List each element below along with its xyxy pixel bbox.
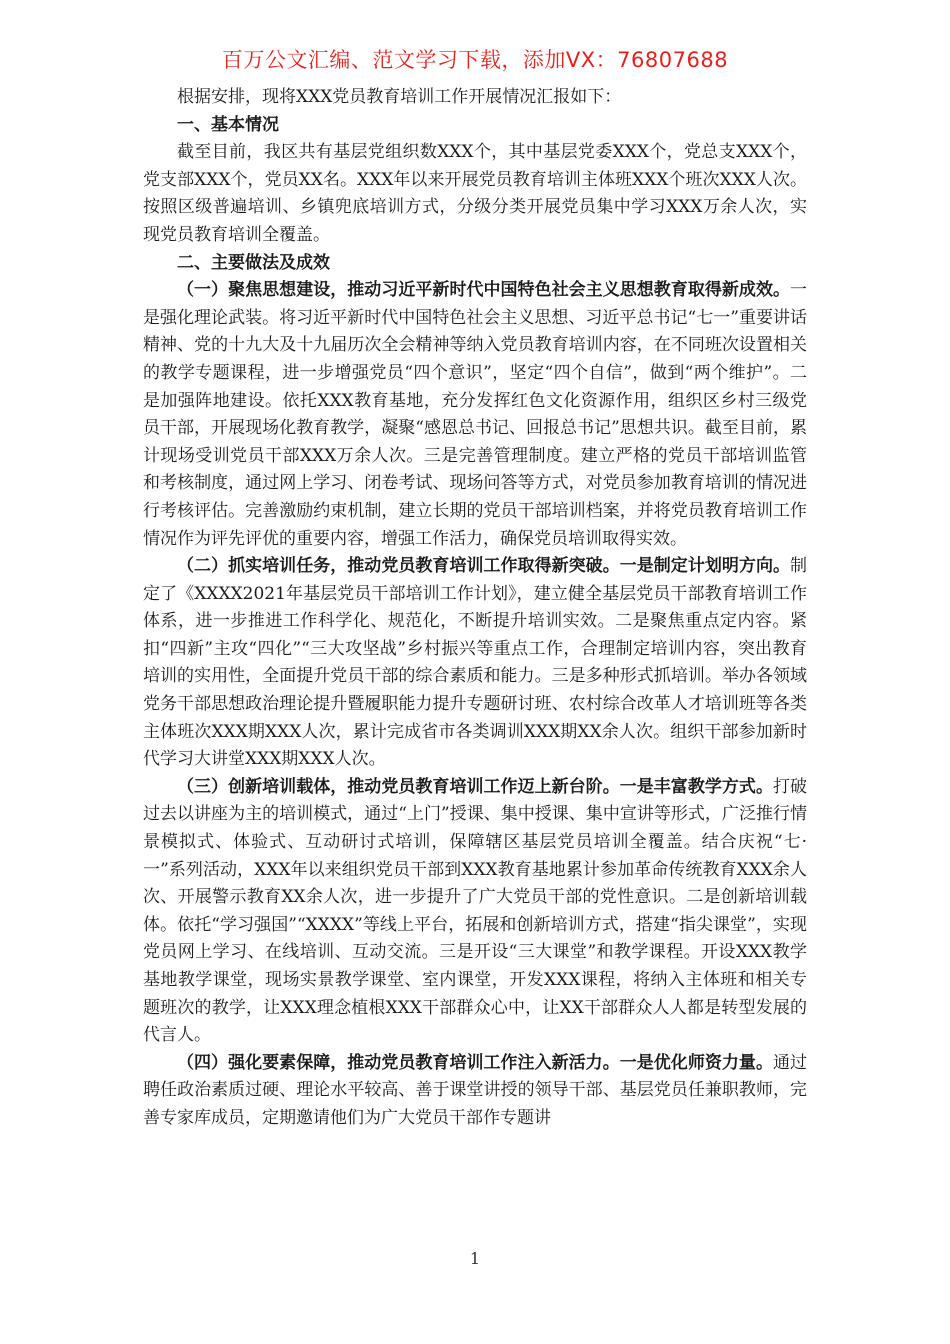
section-heading-basic: 一、基本情况: [177, 114, 279, 135]
intro-paragraph: 根据安排，现将XXX党员教育培训工作开展情况汇报如下：: [177, 87, 622, 107]
page-number: 1: [469, 1249, 481, 1268]
measure-lead: （三）创新培训载体，推动党员教育培训工作迈上新台阶。一是丰富教学方式。: [177, 776, 773, 797]
measure-body: 打破过去以讲座为主的培训模式，通过“上门”授课、集中授课、集中宣讲等形式，广泛推行情景模拟式、体验式、互动研讨式培训，保障辖区基层党员培训全覆盖。结合庆祝“七·一”系列活动，XXX年以来组织党员干部到XXX教育基地累计参加革命传统教育XXX余人次、开展警示教育XX余人次，进一步提升了广大党员干部的党性意识。二是创新培训载体。依托“学习强国”“XXXX”等线上平台，拓展和创新培训方式，搭建“指尖课堂”，实现党员网上学习、在线培训、互动交流。三是开设“三大课堂”和教学课程。开设XXX教学基地教学课堂，现场实景教学课堂、室内课堂，开发XXX课程，将纳入主体班和相关专题班次的教学，让XXX理念植根XXX干部群众心中，让XX干部群众人人都是转型发展的代言人。: [143, 776, 808, 1046]
measure-paragraph-4: [143, 1050, 807, 1133]
document-body: [143, 84, 807, 1133]
measure-lead: （一）聚焦思想建设，推动习近平新时代中国特色社会主义思想教育取得新成效。: [177, 280, 790, 301]
measure-lead: （四）强化要素保障，推动党员教育培训工作注入新活力。一是优化师资力量。: [177, 1052, 773, 1073]
section-body-basic: 截至目前，我区共有基层党组织数XXX个，其中基层党委XXX个，党总支XXX个，党支部XXX个，党员XX名。XXX年以来开展党员教育培训主体班XXX个班次XXX人次。按照区级普遍培训、乡镇兜底培训方式，分级分类开展党员集中学习XXX万余人次，实现党员教育培训全覆盖。: [143, 142, 807, 245]
download-banner: 百万公文汇编、范文学习下载，添加VX：76807688: [221, 48, 729, 72]
measure-body: 一是强化理论武装。将习近平新时代中国特色社会主义思想、习近平总书记“七一”重要讲话精神、党的十九大及十九届历次全会精神等纳入党员教育培训内容，在不同班次设置相关的教学专题课程，进一步增强党员“四个意识”，坚定“四个自信”，做到“两个维护”。二是加强阵地建设。依托XXX教育基地，充分发挥红色文化资源作用，组织区乡村三级党员干部，开展现场化教育教学，凝聚“感恩总书记、回报总书记”思想共识。截至目前，累计现场受训党员干部XXX万余人次。三是完善管理制度。建立严格的党员干部培训监管和考核制度，通过网上学习、闭卷考试、现场问答等方式，对党员参加教育培训的情况进行考核评估。完善激励约束机制，建立长期的党员干部培训档案，并将党员教育培训工作情况作为评先评优的重要内容，增强工作活力，确保党员培训取得实效。: [143, 280, 807, 549]
measure-paragraph-1: [143, 277, 807, 553]
measure-lead: （二）抓实培训任务，推动党员教育培训工作取得新突破。一是制定计划明方向。: [177, 556, 790, 577]
section-heading-measures: 二、主要做法及成效: [177, 252, 330, 273]
measure-body: 制定了《XXXX2021年基层党员干部培训工作计划》，建立健全基层党员干部教育培训工作体系，进一步推进工作科学化、规范化，不断提升培训实效。二是聚焦重点定内容。紧扣“四新”主攻“四化”“三大攻坚战”乡村振兴等重点工作，合理制定培训内容，突出教育培训的实用性，全面提升党员干部的综合素质和能力。三是多种形式抓培训。举办各领域党务干部思想政治理论提升暨履职能力提升专题研讨班、农村综合改革人才培训班等各类主体班次XXX期XXX人次，累计完成省市各类调训XXX期XX余人次。组织干部参加新时代学习大讲堂XXX期XXX人次。: [143, 556, 807, 770]
measure-paragraph-2: [143, 553, 807, 774]
measure-paragraph-3: [143, 774, 807, 1050]
measure-body: 通过聘任政治素质过硬、理论水平较高、善于课堂讲授的领导干部、基层党员任兼职教师，完善专家库成员，定期邀请他们为广大党员干部作专题讲: [143, 1052, 808, 1128]
